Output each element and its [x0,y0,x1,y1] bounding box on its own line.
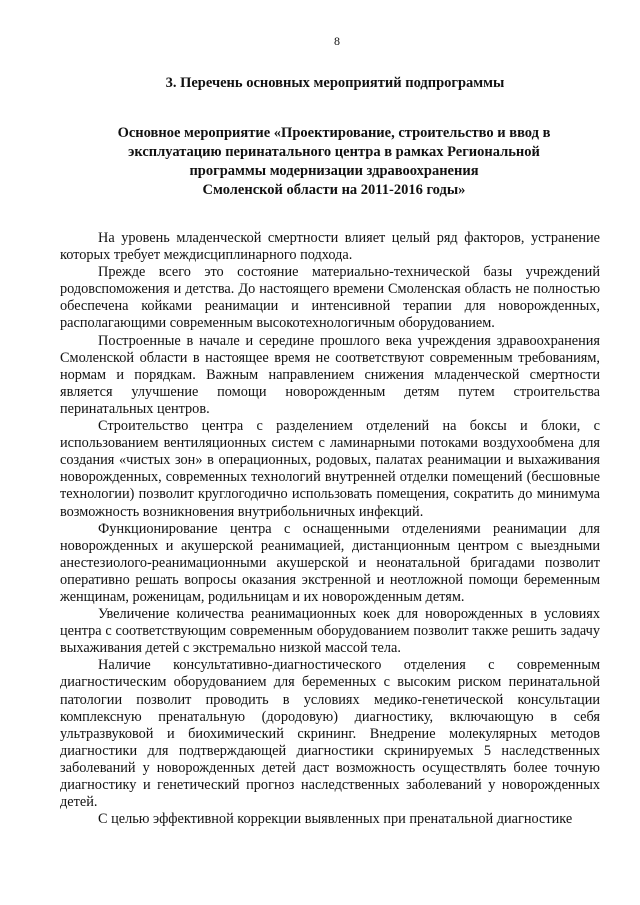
paragraph: Строительство центра с разделением отделений на боксы и блоки, с использованием вентиляционных систем с ламинарными потоками воздухообмена для создания «чистых зон» в операционных, родовых, палатах реанимации и выхаживания новорожденных, современных технологий внутренней отделки помещений (бесшовные технологии) позволит круглогодично использовать помещения, сократить до минимума возможность возникновения внутрибольничных инфекций. [60,418,600,520]
activity-title-line-3: программы модернизации здравоохранения [189,163,479,179]
body-text [60,230,600,828]
section-title: 3. Перечень основных мероприятий подпрограммы [165,75,505,91]
activity-title [60,124,600,200]
activity-title-line-2: эксплуатацию перинатального центра в рамках Региональной [128,144,540,160]
activity-title-line-4: Смоленской области на 2011-2016 годы» [202,182,466,198]
paragraph: С целью эффективной коррекции выявленных при пренатальной диагностике [98,811,573,828]
paragraph: Увеличение количества реанимационных коек для новорожденных в условиях центра с соответствующим современным оборудованием позволит также решить задачу выхаживания детей с экстремально низкой массой тела. [60,606,600,657]
activity-title-line-1: Основное мероприятие «Проектирование, строительство и ввод в [117,125,551,141]
paragraph: На уровень младенческой смертности влияет целый ряд факторов, устранение которых требует междисциплинарного подхода. [60,230,600,264]
paragraph: Наличие консультативно-диагностического отделения с современным диагностическим оборудованием для беременных с высоким риском перинатальной патологии позволит проводить в условиях медико-генетической консультации комплексную пренатальную (дородовую) диагностику, включающую в себя ультразвуковой и биохимический скрининг. Внедрение молекулярных методов диагностики для подтверждающей диагностики скринируемых 5 наследственных заболеваний у новорожденных детей даст возможность осуществлять более точную диагностику и генетический прогноз наследственных заболеваний у новорожденных детей. [60,657,600,811]
paragraph: Построенные в начале и середине прошлого века учреждения здравоохранения Смоленской области в настоящее время не соответствуют современным требованиям, нормам и порядкам. Важным направлением снижения младенческой смертности является улучшение помощи новорожденным детям путем строительства перинатальных центров. [60,332,600,417]
paragraph: Прежде всего это состояние материально-технической базы учреждений родовспоможения и детства. До настоящего времени Смоленская область не полностью обеспечена койками реанимации и интенсивной терапии для новорожденных, располагающими современным высокотехнологичным оборудованием. [60,264,600,332]
page-number: 8 [334,34,340,48]
paragraph: Функционирование центра с оснащенными отделениями реанимации для новорожденных и акушерской реанимацией, дистанционным центром с выездными анестезиолого-реанимационными акушерской и неонатальной бригадами позволит оперативно решать вопросы оказания экстренной и неотложной помощи беременным женщинам, роженицам, родильницам и их новорожденным детям. [60,520,600,605]
